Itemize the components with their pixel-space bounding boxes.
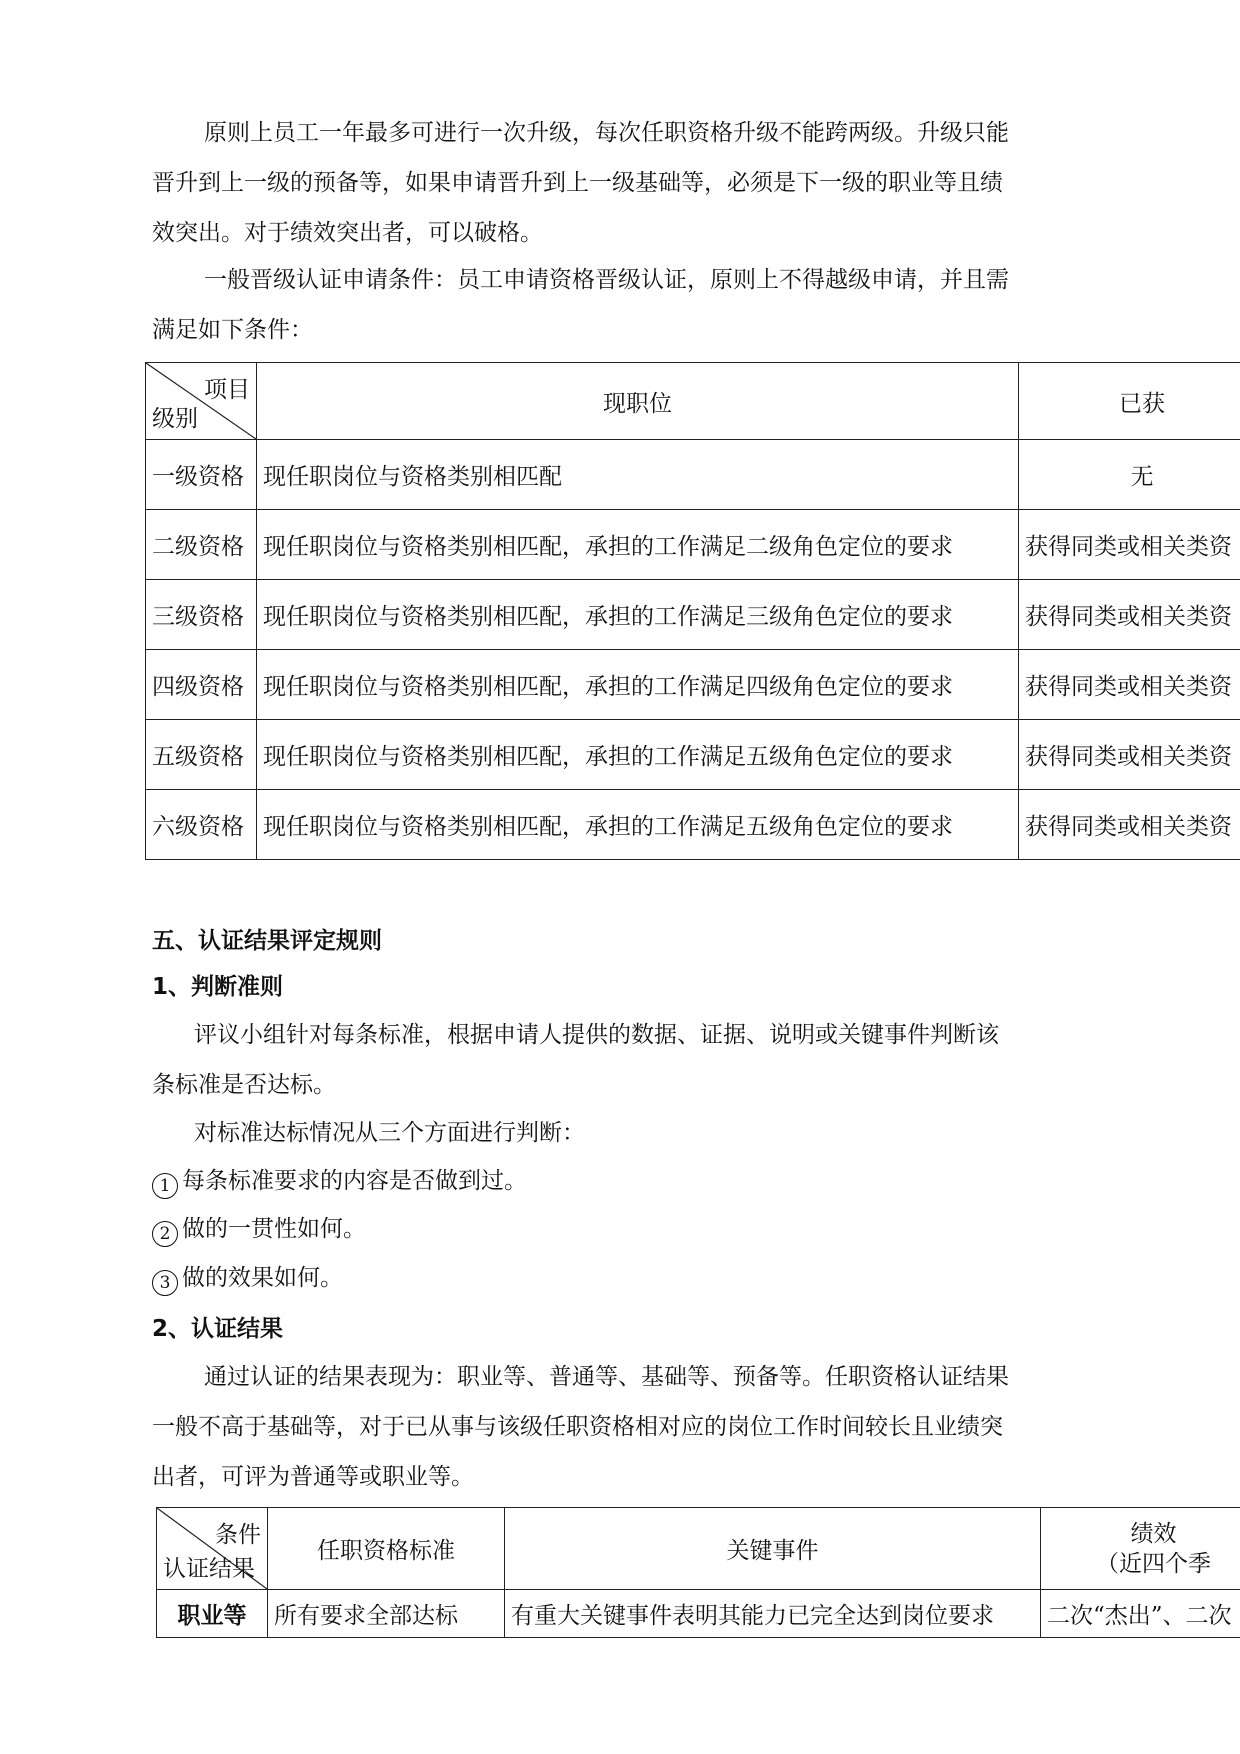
cert-cell: 无	[1019, 440, 1240, 510]
paragraph-apply-conditions: 一般晋级认证申请条件：员工申请资格晋级认证，原则上不得越级申请，并且需 满足如下条件：	[152, 267, 1009, 343]
diagonal-header-cell	[146, 363, 257, 440]
qualification-conditions-table	[145, 362, 1240, 860]
result-cell: 职业等	[157, 1590, 268, 1638]
table-row	[146, 650, 1240, 720]
circled-number: 2	[152, 1221, 178, 1247]
cert-cell: 获得同类或相关类资	[1019, 510, 1240, 580]
table-header-row	[146, 363, 1240, 440]
table-header-row	[157, 1508, 1240, 1590]
circled-number: 3	[152, 1270, 178, 1296]
table-row	[146, 790, 1240, 860]
level-cell: 三级资格	[146, 580, 257, 650]
header-standard: 任职资格标准	[268, 1508, 505, 1590]
header-result-label: 认证结果	[163, 1556, 255, 1582]
event-cell: 有重大关键事件表明其能力已完全达到岗位要求	[505, 1590, 1041, 1638]
list-item: 2 做的一贯性如何。	[152, 1207, 366, 1251]
certification-result-table	[156, 1507, 1240, 1638]
standard-cell: 所有要求全部达标	[268, 1590, 505, 1638]
paragraph-judgement: 评议小组针对每条标准，根据申请人提供的数据、证据、说明或关键事件判断该 条标准是否达标。	[152, 1022, 999, 1098]
header-key-event: 关键事件	[505, 1508, 1041, 1590]
table-row	[146, 510, 1240, 580]
list-item: 3 做的效果如何。	[152, 1256, 343, 1300]
cert-cell: 获得同类或相关类资	[1019, 580, 1240, 650]
position-cell: 现任职岗位与资格类别相匹配，承担的工作满足五级角色定位的要求	[257, 790, 1019, 860]
header-performance: 绩效 （近四个季	[1041, 1508, 1240, 1590]
level-cell: 六级资格	[146, 790, 257, 860]
position-cell: 现任职岗位与资格类别相匹配，承担的工作满足二级角色定位的要求	[257, 510, 1019, 580]
header-level-label: 级别	[152, 406, 198, 432]
subsection-heading-judgement: 1、判断准则	[152, 974, 284, 1000]
header-condition-label: 条件	[215, 1522, 261, 1548]
position-cell: 现任职岗位与资格类别相匹配，承担的工作满足四级角色定位的要求	[257, 650, 1019, 720]
header-item-label: 项目	[204, 377, 250, 403]
section-heading: 五、认证结果评定规则	[152, 928, 382, 954]
level-cell: 四级资格	[146, 650, 257, 720]
table-row	[146, 720, 1240, 790]
performance-cell: 二次“杰出”、二次	[1041, 1590, 1240, 1638]
paragraph-result: 通过认证的结果表现为：职业等、普通等、基础等、预备等。任职资格认证结果 一般不高于基础等，对于已从事与该级任职资格相对应的岗位工作时间较长且业绩突 出者，可评为普通等或职业等。	[152, 1364, 1009, 1490]
level-cell: 二级资格	[146, 510, 257, 580]
position-cell: 现任职岗位与资格类别相匹配	[257, 440, 1019, 510]
cert-cell: 获得同类或相关类资	[1019, 720, 1240, 790]
header-obtained: 已获	[1019, 363, 1240, 440]
table-row	[157, 1590, 1240, 1638]
level-cell: 一级资格	[146, 440, 257, 510]
level-cell: 五级资格	[146, 720, 257, 790]
table-row	[146, 440, 1240, 510]
diagonal-header-cell	[157, 1508, 268, 1590]
cert-cell: 获得同类或相关类资	[1019, 650, 1240, 720]
header-current-position: 现职位	[257, 363, 1019, 440]
paragraph-upgrade-rule: 原则上员工一年最多可进行一次升级，每次任职资格升级不能跨两级。升级只能 晋升到上一级的预备等，如果申请晋升到上一级基础等，必须是下一级的职业等且绩 效突出。对于绩效突出者，可以破格。	[152, 120, 1009, 246]
list-item: 1 每条标准要求的内容是否做到过。	[152, 1159, 527, 1203]
circled-number: 1	[152, 1173, 178, 1199]
subsection-heading-result: 2、认证结果	[152, 1316, 284, 1342]
paragraph-three-aspects: 对标准达标情况从三个方面进行判断：	[194, 1120, 585, 1146]
table-row	[146, 580, 1240, 650]
position-cell: 现任职岗位与资格类别相匹配，承担的工作满足三级角色定位的要求	[257, 580, 1019, 650]
cert-cell: 获得同类或相关类资	[1019, 790, 1240, 860]
position-cell: 现任职岗位与资格类别相匹配，承担的工作满足五级角色定位的要求	[257, 720, 1019, 790]
